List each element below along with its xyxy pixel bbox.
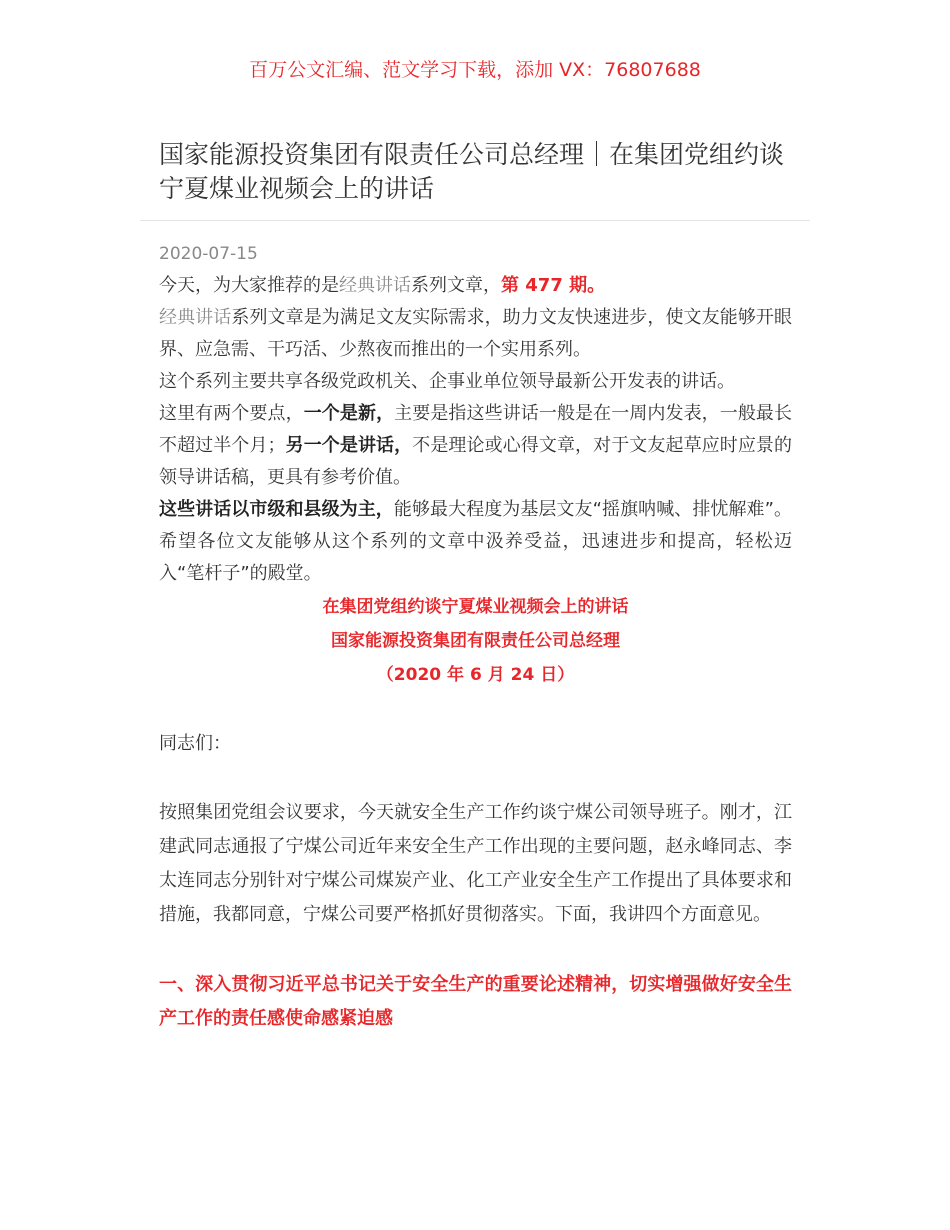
text: 不是理论或心得文章，对于文友起草应时应景的领导讲话稿，更具有参考价值。 (159, 435, 793, 488)
speech-speaker: 国家能源投资集团有限责任公司总经理 (331, 631, 620, 651)
text: 系列文章是为满足文友实际需求，助力文友快速进步，使文友能够开眼界、应急需、干巧活、少熬夜而推出的一个实用系列。 (159, 307, 793, 360)
speech-paragraph: 按照集团党组会议要求，今天就安全生产工作约谈宁煤公司领导班子。刚才，江建武同志通报了宁煤公司近年来安全生产工作出现的主要问题，赵永峰同志、李太连同志分别针对宁煤公司煤炭产业、化工产业安全生产工作提出了具体要求和措施，我都同意，宁煤公司要严格抓好贯彻落实。下面，我讲四个方面意见。 (159, 802, 792, 925)
article-body (159, 238, 792, 1036)
series-name: 经典讲话 (159, 307, 232, 328)
article-title: 国家能源投资集团有限责任公司总经理｜在集团党组约谈宁夏煤业视频会上的讲话 (159, 140, 785, 203)
intro-paragraph-3: 这个系列主要共享各级党政机关、企事业单位领导最新公开发表的讲话。 (159, 371, 735, 392)
header-banner: 百万公文汇编、范文学习下载，添加 VX：76807688 (249, 59, 701, 81)
text: 系列文章， (411, 275, 501, 296)
divider (140, 220, 810, 221)
intro-paragraph-2 (159, 302, 792, 366)
speech-date: （2020 年 6 月 24 日） (376, 665, 575, 685)
salutation: 同志们： (159, 733, 231, 754)
intro-paragraph-4 (159, 398, 792, 494)
intro-paragraph-1 (159, 270, 792, 302)
intro-paragraph-5 (159, 494, 792, 590)
bold-text: 一个是新， (303, 403, 395, 424)
text: 主要是指这些讲话一般是在一周内发表，一般最长不超过半个月； (159, 403, 793, 456)
bold-text: 这些讲话以市级和县级为主， (159, 499, 394, 520)
text: 能够最大程度为基层文友“摇旗呐喊、排忧解难”。希望各位文友能够从这个系列的文章中汲养受益，迅速进步和提高，轻松迈入“笔杆子”的殿堂。 (159, 499, 792, 584)
publish-date: 2020-07-15 (159, 244, 258, 264)
speech-title: 在集团党组约谈宁夏煤业视频会上的讲话 (322, 597, 629, 617)
series-name: 经典讲话 (339, 275, 411, 296)
text: 这里有两个要点， (159, 403, 304, 424)
bold-text: 另一个是讲话， (285, 435, 413, 456)
issue-number: 第 477 期。 (501, 275, 606, 296)
section-heading: 一、深入贯彻习近平总书记关于安全生产的重要论述精神，切实增强做好安全生产工作的责任感使命感紧迫感 (159, 974, 792, 1029)
text: 今天，为大家推荐的是 (159, 275, 339, 296)
